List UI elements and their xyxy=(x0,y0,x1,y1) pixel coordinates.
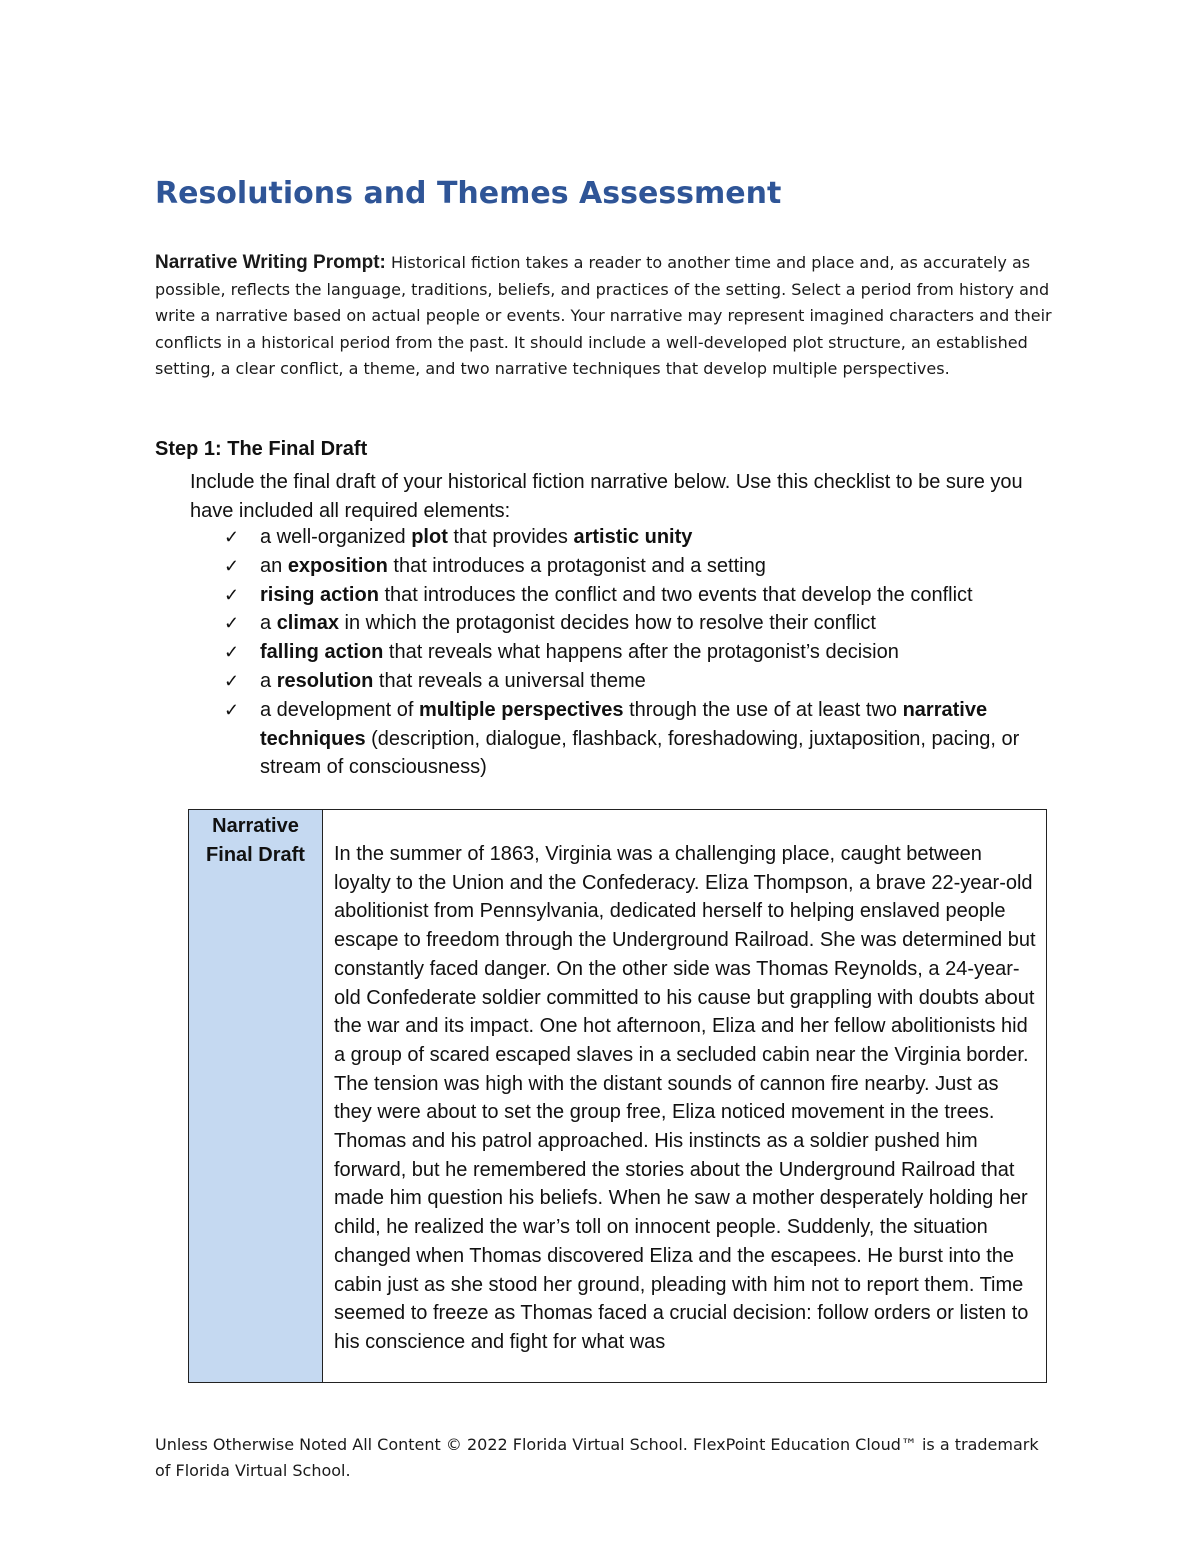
checklist-item: ✓ a well-organized plot that provides artistic unity xyxy=(222,523,1052,552)
checklist-item: ✓ an exposition that introduces a protagonist and a setting xyxy=(222,552,1052,581)
check-icon: ✓ xyxy=(224,527,240,547)
checklist-item: ✓ rising action that introduces the conflict and two events that develop the conflict xyxy=(222,581,1052,610)
checklist-item: ✓ a climax in which the protagonist decides how to resolve their conflict xyxy=(222,609,1052,638)
prompt-label: Narrative Writing Prompt: xyxy=(155,252,386,273)
narrative-text-cell: In the summer of 1863, Virginia was a challenging place, caught between loyalty to the Union and the Confederacy. Eliza Thompson, a brave 22-year-old abolitionist from Pennsylvania, dedicated herself to helping enslaved people escape to freedom through the Underground Railroad. She was determined but constantly faced danger. On the other side was Thomas Reynolds, a 24-year-old Confederate soldier committed to his cause but grappling with doubts about the war and its impact. One hot afternoon, Eliza and her fellow abolitionists hid a group of scared escaped slaves in a secluded cabin near the Virginia border. The tension was high with the distant sounds of cannon fire nearby. Just as they were about to set the group free, Eliza noticed movement in the trees. Thomas and his patrol approached. His instincts as a soldier pushed him forward, but he remembered the stories about the Underground Railroad that made him question his beliefs. When he saw a mother desperately holding her child, he realized the war’s toll on innocent people. Suddenly, the situation changed when Thomas discovered Eliza and the escapees. He burst into the cabin just as she stood her ground, pleading with him not to report them. Time seemed to freeze as Thomas faced a crucial decision: follow orders or listen to his conscience and fight for what was xyxy=(334,843,1036,1353)
check-icon: ✓ xyxy=(224,555,240,576)
check-icon: ✓ xyxy=(224,584,240,605)
final-draft-table xyxy=(188,809,1047,1383)
checklist-item: ✓ falling action that reveals what happens after the protagonist’s decision xyxy=(222,638,1052,667)
check-icon: ✓ xyxy=(224,699,240,720)
checklist-item: ✓ a development of multiple perspectives through the use of at least two narrative techniques (description, dialogue, flashback, foreshadowing, juxtaposition, pacing, or stream of consciousness) xyxy=(222,696,1052,782)
page-title: Resolutions and Themes Assessment xyxy=(155,176,782,211)
step-intro: Include the final draft of your historical fiction narrative below. Use this checklist to be sure you have included all required elements: xyxy=(190,471,1023,522)
checklist-item: ✓ a resolution that reveals a universal theme xyxy=(222,667,1052,696)
check-icon: ✓ xyxy=(224,613,240,634)
step-heading: Step 1: The Final Draft xyxy=(155,438,368,460)
checklist xyxy=(222,523,1052,782)
writing-prompt xyxy=(155,250,1055,383)
table-label-cell: Narrative Final Draft xyxy=(189,810,323,1382)
check-icon: ✓ xyxy=(224,642,240,663)
check-icon: ✓ xyxy=(224,670,240,691)
prompt-text: Historical fiction takes a reader to another time and place and, as accurately as possible, reflects the language, traditions, beliefs, and practices of the setting. Select a period from history and write a narrative based on actual people or events. Your narrative may represent imagined characters and their conflicts in a historical period from the past. It should include a well-developed plot structure, an established setting, a clear conflict, a theme, and two narrative techniques that develop multiple perspectives. xyxy=(155,253,1052,378)
footer: Unless Otherwise Noted All Content © 2022 Florida Virtual School. FlexPoint Education Cloud™ is a trademark of Florida Virtual School. xyxy=(155,1435,1039,1480)
